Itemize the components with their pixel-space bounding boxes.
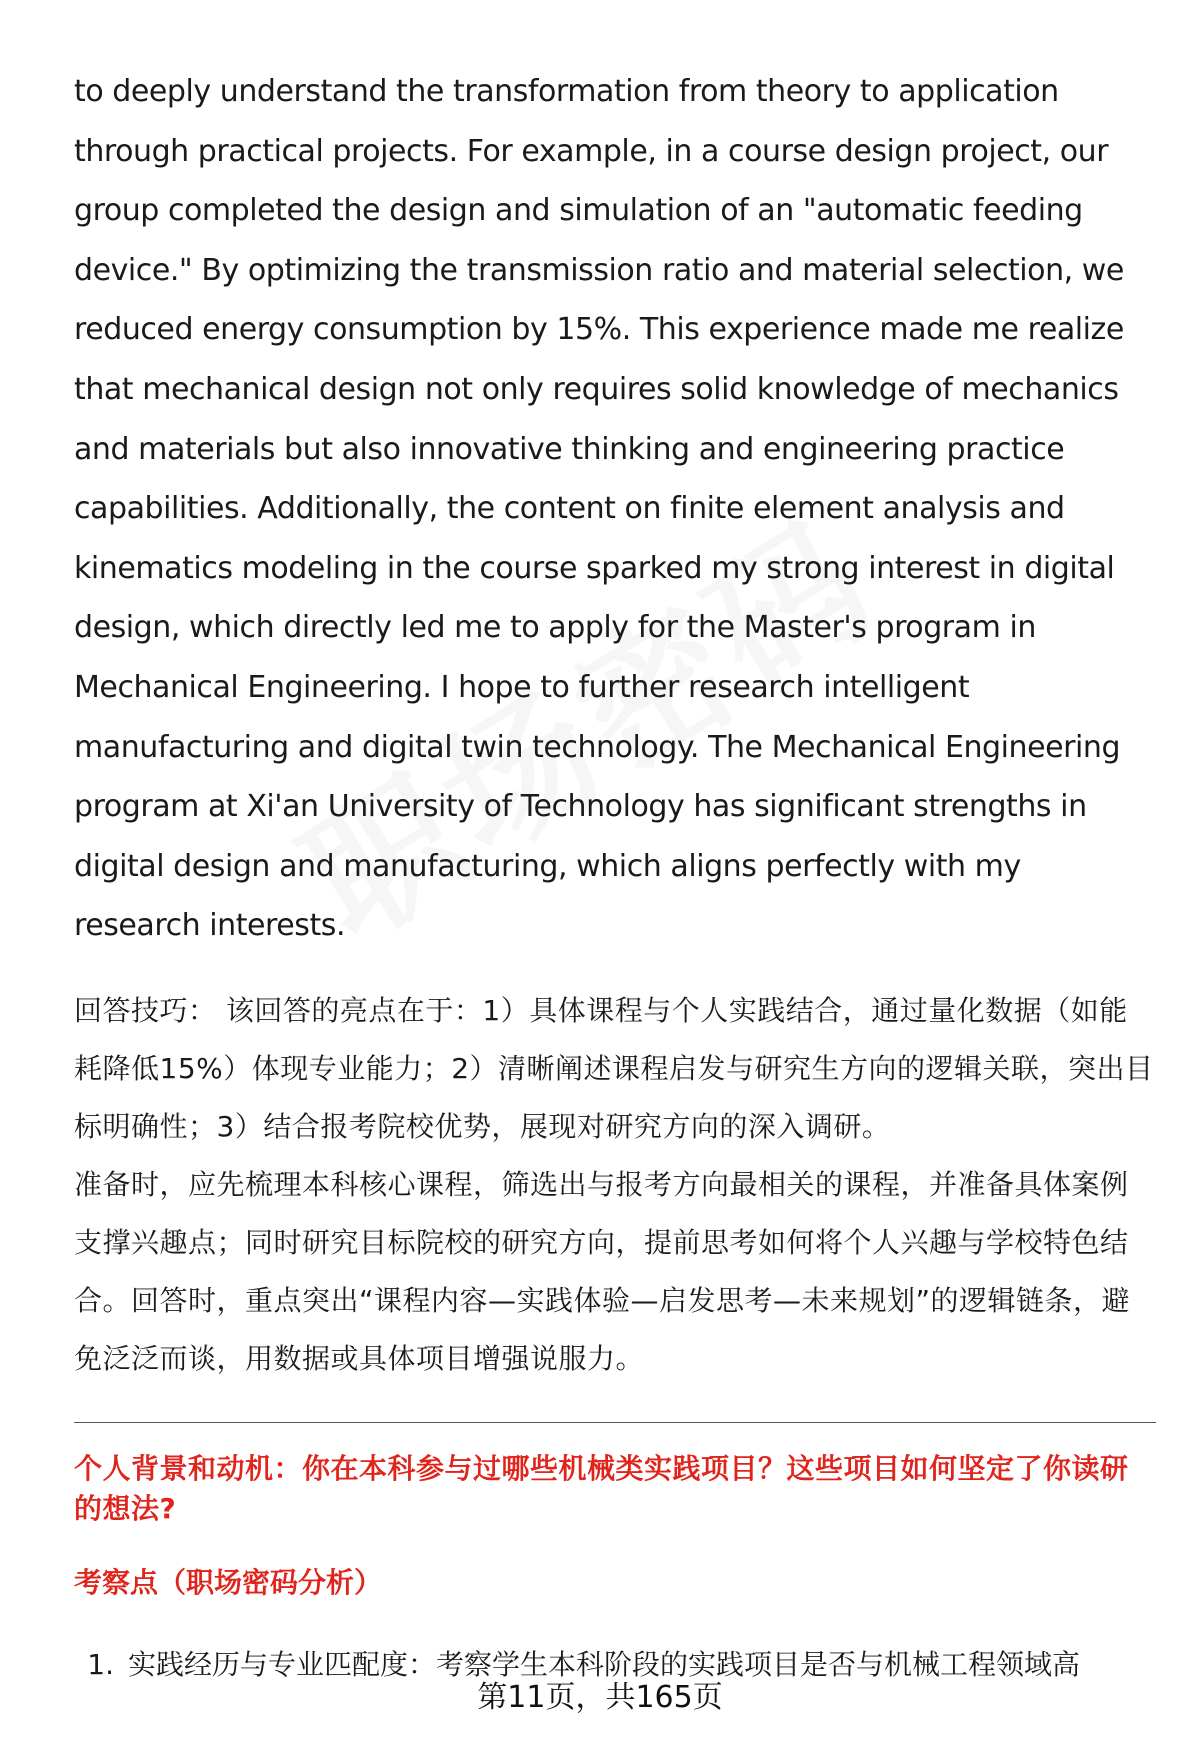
- question-heading: 个人背景和动机：你在本科参与过哪些机械类实践项目？这些项目如何坚定了你读研的想法?: [74, 1451, 1129, 1525]
- section-divider: [74, 1422, 1156, 1423]
- page-content: [74, 62, 1156, 1685]
- tips-paragraph-2: 准备时，应先梳理本科核心课程，筛选出与报考方向最相关的课程，并准备具体案例支撑兴趣点；同时研究目标院校的研究方向，提前思考如何将个人兴趣与学校特色结合。回答时，重点突出“课程内容—实践体验—启发思考—未来规划”的逻辑链条，避免泛泛而谈，用数据或具体项目增强说服力。: [74, 1167, 1131, 1375]
- assessment-heading: 考察点（职场密码分析）: [74, 1565, 383, 1599]
- tips-paragraph-1: 回答技巧： 该回答的亮点在于：1）具体课程与个人实践结合，通过量化数据（如能耗降低15%）体现专业能力；2）清晰阐述课程启发与研究生方向的逻辑关联，突出目标明确性；3）结合报考院校优势，展现对研究方向的深入调研。: [74, 993, 1154, 1143]
- list-item-number: 1.: [87, 1647, 114, 1681]
- page-footer: 第11页，共165页: [477, 1680, 723, 1715]
- answer-paragraph: to deeply understand the transformation from theory to application through practical projects. For example, in a course design project, our group completed the design and simulation of an "automatic feeding device." By optimizing the transmission ratio and material selection, we reduced energy consumption by 15%. This experience made me realize that mechanical design not only requires solid knowledge of mechanics and materials but also innovative thinking and engineering practice capabilities. Additionally, the content on finite element analysis and kinematics modeling in the course sparked my strong interest in digital design, which directly led me to apply for the Master's program in Mechanical Engineering. I hope to further research intelligent manufacturing and digital twin technology. The Mechanical Engineering program at Xi'an University of Technology has significant strengths in digital design and manufacturing, which aligns perfectly with my research interests.: [74, 74, 1124, 944]
- answer-tips: [74, 982, 1156, 1388]
- list-item-text: 实践经历与专业匹配度：考察学生本科阶段的实践项目是否与机械工程领域高: [128, 1647, 1081, 1681]
